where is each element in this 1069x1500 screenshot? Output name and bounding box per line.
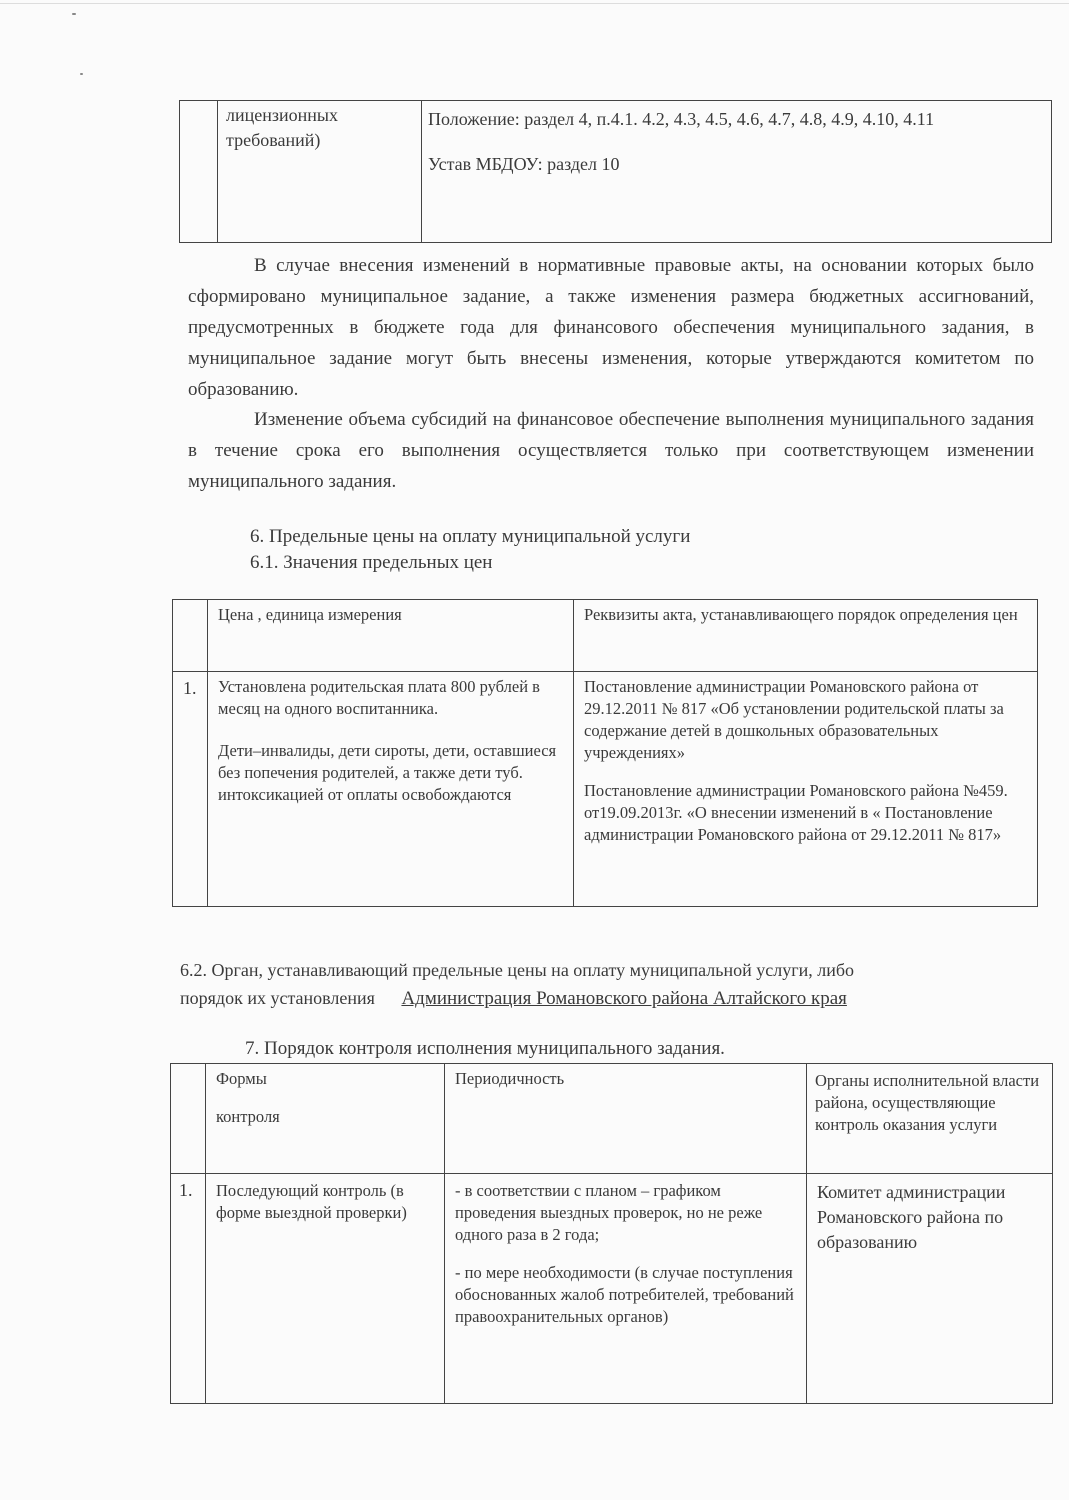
- paragraph-subsidy: Изменение объема субсидий на финансовое обеспечение выполнения муниципального задания в течение срока его выполнения осуществляется только при соответствующем изменении муниципального задания.: [188, 409, 1034, 492]
- scan-edge-line: [0, 3, 1069, 4]
- paragraph-changes: В случае внесения изменений в нормативные правовые акты, на основании которых было сформировано муниципальное задание, а также изменения размера бюджетных ассигнований, предусмотренных в бюджете года для финансового обеспечения муниципального задания, в муниципальное задание могут быть внесены изменения, которые утверждаются комитетом по образованию.: [188, 255, 1034, 400]
- control-row-period: [445, 1174, 807, 1404]
- section-6-2-line1: 6.2. Орган, устанавливающий предельные цены на оплату муниципальной услуги, либо: [180, 960, 854, 980]
- prices-row-price: [208, 672, 574, 907]
- prices-header-price: Цена , единица измерения: [208, 600, 574, 672]
- section-6-2-organ: Администрация Романовского района Алтайского края: [401, 988, 847, 1009]
- parent-fee-text: Установлена родительская плата 800 рублей в месяц на одного воспитанника.: [218, 677, 540, 718]
- forms-label-1: Формы: [216, 1069, 267, 1088]
- scan-speck: [72, 13, 76, 15]
- section-7-heading: 7. Порядок контроля исполнения муниципального задания.: [245, 1038, 725, 1059]
- section-6-2-line2: [180, 988, 847, 1010]
- table-top-left-cell: лицензионных требований): [218, 101, 422, 243]
- table-prices: [172, 599, 1038, 907]
- prices-header-num: [173, 600, 208, 672]
- scan-speck: [80, 73, 83, 75]
- section-6-heading: 6. Предельные цены на оплату муниципальной услуги: [250, 526, 691, 547]
- forms-label-2: контроля: [216, 1107, 280, 1126]
- period-plan-text: - в соответствии с планом – графиком проведения выездных проверок, но не реже одного раза в 2 года;: [455, 1181, 763, 1244]
- control-row-num: 1.: [171, 1174, 206, 1404]
- prices-header-act: Реквизиты акта, устанавливающего порядок определения цен: [574, 600, 1038, 672]
- exemption-text: Дети–инвалиды, дети сироты, дети, оставшиеся без попечения родителей, а также дети туб. интоксикацией от оплаты освобождаются: [218, 741, 557, 804]
- table-control: [170, 1063, 1053, 1404]
- prices-row-num: 1.: [173, 672, 208, 907]
- control-header-num: [171, 1064, 206, 1174]
- control-header-period: Периодичность: [445, 1064, 807, 1174]
- control-header-forms: [206, 1064, 445, 1174]
- period-need-text: - по мере необходимости (в случае поступления обоснованных жалоб потребителей, требований правоохранительных органов): [455, 1263, 794, 1326]
- control-row-organ: Комитет администрации Романовского района по образованию: [807, 1174, 1053, 1404]
- act-817-text: Постановление администрации Романовского района от 29.12.2011 № 817 «Об установлении родительской платы за содержание детей в дошкольных образовательных учреждениях»: [584, 677, 1004, 762]
- control-header-organs: Органы исполнительной власти района, осуществляющие контроль оказания услуги: [807, 1064, 1053, 1174]
- table-top: [179, 100, 1052, 243]
- charter-line: Устав МБДОУ: раздел 10: [428, 154, 620, 174]
- requirements-line: Положение: раздел 4, п.4.1. 4.2, 4.3, 4.5, 4.6, 4.7, 4.8, 4.9, 4.10, 4.11: [428, 109, 935, 129]
- section-6-1-heading: 6.1. Значения предельных цен: [250, 552, 493, 573]
- section-6-2-prefix: порядок их установления: [180, 988, 375, 1008]
- control-row-form: Последующий контроль (в форме выездной проверки): [206, 1174, 445, 1404]
- prices-row-acts: [574, 672, 1038, 907]
- table-top-num-cell: [180, 101, 218, 243]
- table-top-right-cell: [422, 101, 1052, 243]
- act-459-text: Постановление администрации Романовского района №459. от19.09.2013г. «О внесении изменений в « Постановление администрации Романовского района от 29.12.2011 № 817»: [584, 781, 1008, 844]
